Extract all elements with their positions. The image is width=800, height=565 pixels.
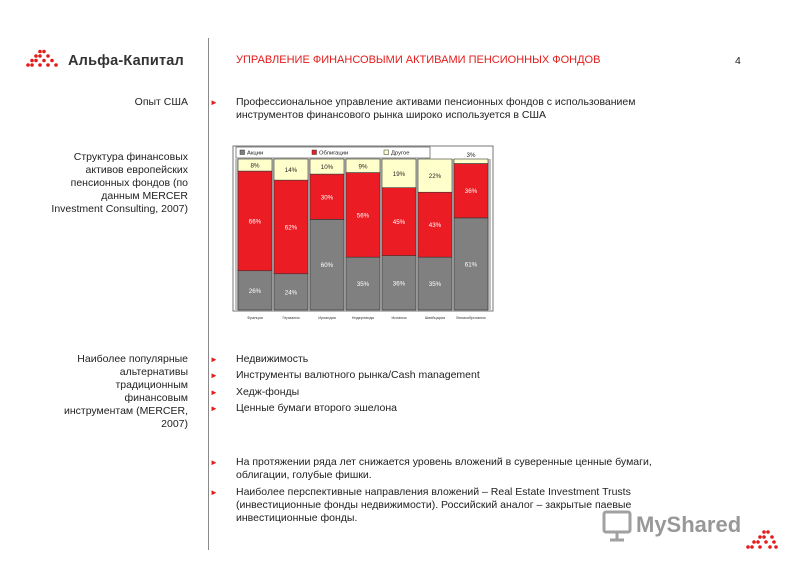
data-label: 60% [320, 262, 334, 270]
data-label: 35% [428, 281, 442, 289]
page-number: 4 [735, 55, 741, 67]
data-label: 56% [356, 212, 370, 220]
data-label: 36% [464, 188, 478, 196]
data-label: 45% [392, 219, 406, 227]
list-item: ► Наиболее перспективные направления вложений – Real Estate Investment Trusts (инвестиционные фонды недвижимости). Российский аналог – закрытые паевые инвестиционные фонды. [210, 486, 632, 524]
category-label: Великобритания [456, 316, 486, 320]
data-label: 36% [392, 280, 406, 288]
list-item: ► Профессиональное управление активами пенсионных фондов с использованием инструментов финансового рынка широко используется в США [210, 96, 636, 121]
presentation-icon [604, 512, 630, 532]
bullet-arrow-icon: ► [210, 355, 218, 364]
label-alternatives: Наиболее популярные альтернативы традиционным финансовым инструментам (MERCER, 2007) [63, 353, 188, 430]
data-label: 9% [358, 163, 368, 171]
data-label: 61% [464, 261, 478, 269]
logo-dots-icon [26, 49, 62, 69]
list-item: ► Инструменты валютного рынка/Cash management [210, 369, 480, 381]
category-label: Швейцария [424, 316, 446, 320]
divider-line [208, 38, 209, 550]
data-label: 24% [284, 289, 298, 297]
category-label: Франция [247, 316, 263, 320]
legend-label: Другое [391, 150, 410, 157]
category-label: Нидерланды [351, 316, 375, 320]
data-label: 62% [284, 224, 298, 232]
list-item: ► Недвижимость [210, 353, 309, 365]
bullet-arrow-icon: ► [210, 98, 218, 107]
legend-label: Акции [247, 150, 264, 157]
legend-swatch [384, 150, 389, 155]
data-label: 26% [248, 287, 262, 295]
legend-swatch [240, 150, 245, 155]
data-label: 19% [392, 170, 406, 178]
list-item: ► На протяжении ряда лет снижается уровень вложений в суверенные ценные бумаги, облигации, голубые фишки. [210, 456, 652, 481]
category-label: Германия [282, 316, 300, 320]
data-label: 66% [248, 218, 262, 226]
bar-segment [454, 159, 488, 164]
list-item: ► Ценные бумаги второго эшелона [210, 402, 398, 414]
legend-label: Облигации [319, 150, 349, 157]
watermark-text: MyShared [636, 512, 742, 537]
label-usa: Опыт США [134, 96, 188, 108]
category-label: Ирландия [318, 316, 336, 320]
data-label: 14% [284, 167, 298, 175]
corner-dots-icon [744, 529, 780, 551]
data-label: 10% [320, 164, 334, 172]
list-item: ► Хедж-фонды [210, 386, 300, 398]
page-title: УПРАВЛЕНИЕ ФИНАНСОВЫМИ АКТИВАМИ ПЕНСИОННЫХ ФОНДОВ [236, 54, 601, 66]
category-label: Испания [391, 316, 407, 320]
data-label: 30% [320, 194, 334, 202]
bullet-arrow-icon: ► [210, 404, 218, 413]
bullet-arrow-icon: ► [210, 488, 218, 497]
bullet-arrow-icon: ► [210, 388, 218, 397]
logo-text: Альфа-Капитал [68, 53, 184, 69]
data-label: 8% [250, 162, 260, 170]
data-label: 43% [428, 222, 442, 230]
data-label: 35% [356, 281, 370, 289]
data-label: 22% [428, 173, 442, 181]
asset-structure-chart [232, 145, 494, 325]
label-structure: Структура финансовых активов европейских пенсионных фондов (по данным MERCER Investment Consulting, 2007) [51, 151, 188, 215]
legend-swatch [312, 150, 317, 155]
data-label: 3% [466, 152, 476, 159]
bullet-arrow-icon: ► [210, 371, 218, 380]
bullet-arrow-icon: ► [210, 458, 218, 467]
